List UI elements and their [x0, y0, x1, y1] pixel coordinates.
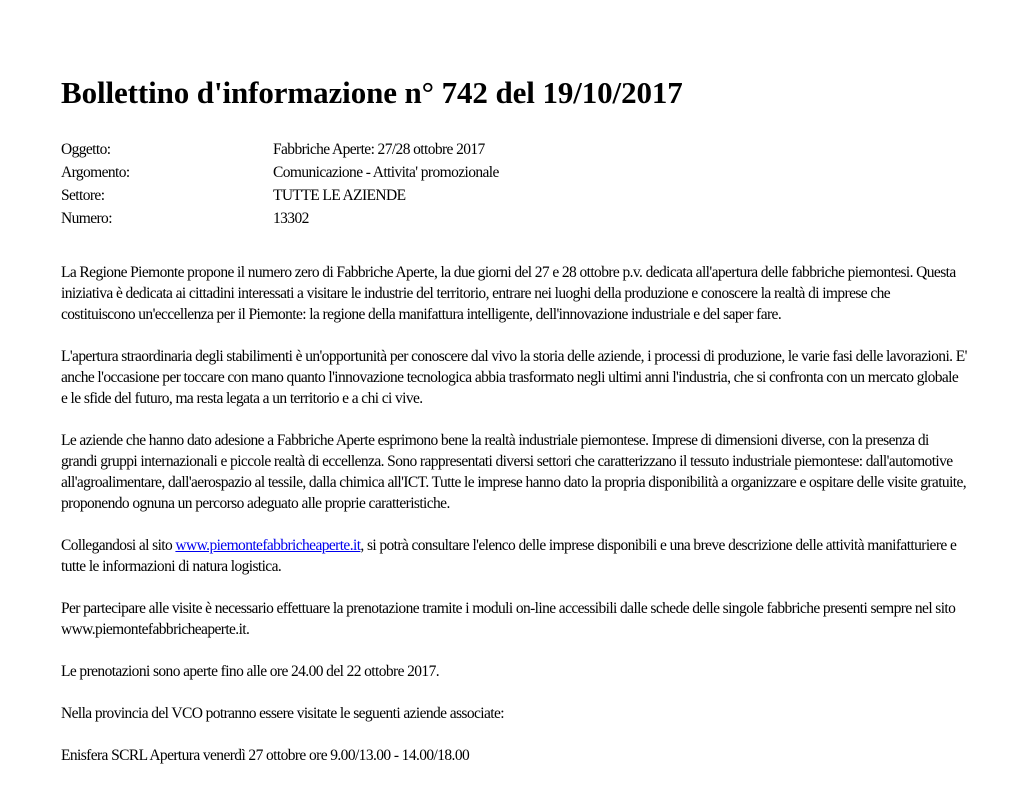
paragraph-intro: La Regione Piemonte propone il numero zero di Fabbriche Aperte, la due giorni del 27 e 28 ottobre p.v. dedicata all'apertura delle fabbriche piemontesi. Questa iniziativa è dedicata ai cittadini interessati a visitare le industrie del territorio, entrare nei luoghi della produzione e conoscere la realtà di imprese che costituiscono un'eccellenza per il Piemonte: la regione della manifattura intelligente, dell'innovazione industriale e del saper fare. — [61, 264, 956, 323]
bulletin-title: Bollettino d'informazione n° 742 del 19/10/2017 — [61, 75, 683, 110]
paragraph-website — [61, 535, 967, 577]
paragraph-booking: Per partecipare alle visite è necessario effettuare la prenotazione tramite i moduli on-line accessibili dalle schede delle singole fabbriche presenti sempre nel sito www.piemontefabbricheaperte.it. — [61, 600, 956, 638]
paragraph-companies: Le aziende che hanno dato adesione a Fabbriche Aperte esprimono bene la realtà industriale piemontese. Imprese di dimensioni diverse, con la presenza di grandi gruppi internazionali e piccole realtà di eccellenza. Sono rappresentati diversi settori che caratterizzano il tessuto industriale piemontese: dall'automotive all'agroalimentare, dall'aerospazio al tessile, dalla chimica all'ICT. Tutte le imprese hanno dato la propria disponibilità a organizzare e ospitare delle visite gratuite, proponendo ognuna un percorso adeguato alle proprie caratteristiche. — [61, 432, 967, 512]
meta-label: Oggetto: — [61, 141, 111, 158]
meta-label: Argomento: — [61, 164, 130, 181]
meta-value: Comunicazione - Attivita' promozionale — [273, 164, 499, 181]
paragraph-deadline: Le prenotazioni sono aperte fino alle ore 24.00 del 22 ottobre 2017. — [61, 663, 440, 680]
website-text-before: Collegandosi al sito — [61, 537, 176, 554]
company-entry: Enisfera SCRL Apertura venerdì 27 ottobre ore 9.00/13.00 - 14.00/18.00 — [61, 747, 470, 764]
meta-value: TUTTE LE AZIENDE — [273, 187, 406, 204]
meta-value: Fabbriche Aperte: 27/28 ottobre 2017 — [273, 141, 485, 158]
meta-label: Numero: — [61, 210, 112, 227]
website-link[interactable]: www.piemontefabbricheaperte.it — [175, 537, 361, 554]
paragraph-opening: L'apertura straordinaria degli stabilimenti è un'opportunità per conoscere dal vivo la storia delle aziende, i processi di produzione, le varie fasi delle lavorazioni. E' anche l'occasione per toccare con mano quanto l'innovazione tecnologica abbia trasformato negli ultimi anni l'industria, che si confronta con un mercato globale e le sfide del futuro, ma resta legata a un territorio e a chi ci vive. — [61, 348, 967, 407]
meta-value: 13302 — [273, 210, 309, 227]
meta-label: Settore: — [61, 187, 105, 204]
paragraph-vco-intro: Nella provincia del VCO potranno essere visitate le seguenti aziende associate: — [61, 705, 504, 722]
bulletin-body — [61, 262, 967, 787]
website-text-after: , si potrà consultare l'elenco delle imprese disponibili e una breve descrizione delle attività manifatturiere e tutte le informazioni di natura logistica. — [61, 537, 957, 575]
